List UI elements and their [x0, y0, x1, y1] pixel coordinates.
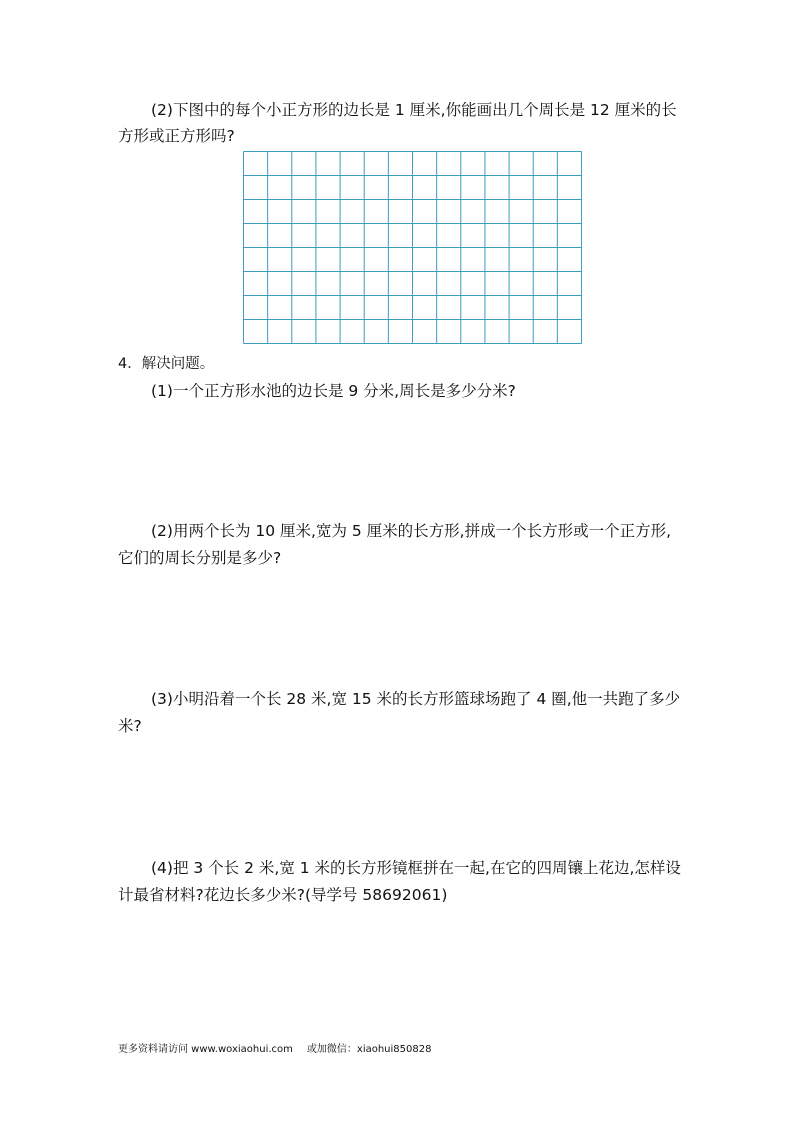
- footer: [118, 1043, 431, 1057]
- question-4-2-line-1: (2)用两个长为 10 厘米,宽为 5 厘米的长方形,拼成一个长方形或一个正方形,: [151, 522, 672, 540]
- footer-wechat-text: 或加微信：xiaohui850828: [306, 1044, 432, 1055]
- square-grid: [243, 151, 582, 344]
- footer-website-text: 更多资料请访问 www.woxiaohui.com: [118, 1044, 293, 1055]
- question-4-4-line-1: (4)把 3 个长 2 米,宽 1 米的长方形镜框拼在一起,在它的四周镶上花边,怎样设: [151, 859, 681, 877]
- question-4-3-line-2: 米?: [118, 717, 142, 735]
- question-4-3-line-1: (3)小明沿着一个长 28 米,宽 15 米的长方形篮球场跑了 4 圈,他一共跑了多少: [151, 690, 681, 708]
- question-3-2-line-2: 方形或正方形吗?: [118, 127, 235, 145]
- question-4-4-line-2: 计最省材料?花边长多少米?(导学号 58692061): [118, 886, 448, 904]
- grid-svg: [243, 151, 582, 344]
- question-3-2-line-1: (2)下图中的每个小正方形的边长是 1 厘米,你能画出几个周长是 12 厘米的长: [151, 101, 677, 119]
- section-4-heading: 4．解决问题。: [118, 356, 215, 372]
- question-4-1: (1)一个正方形水池的边长是 9 分米,周长是多少分米?: [151, 382, 516, 400]
- question-4-2-line-2: 它们的周长分别是多少?: [118, 549, 282, 567]
